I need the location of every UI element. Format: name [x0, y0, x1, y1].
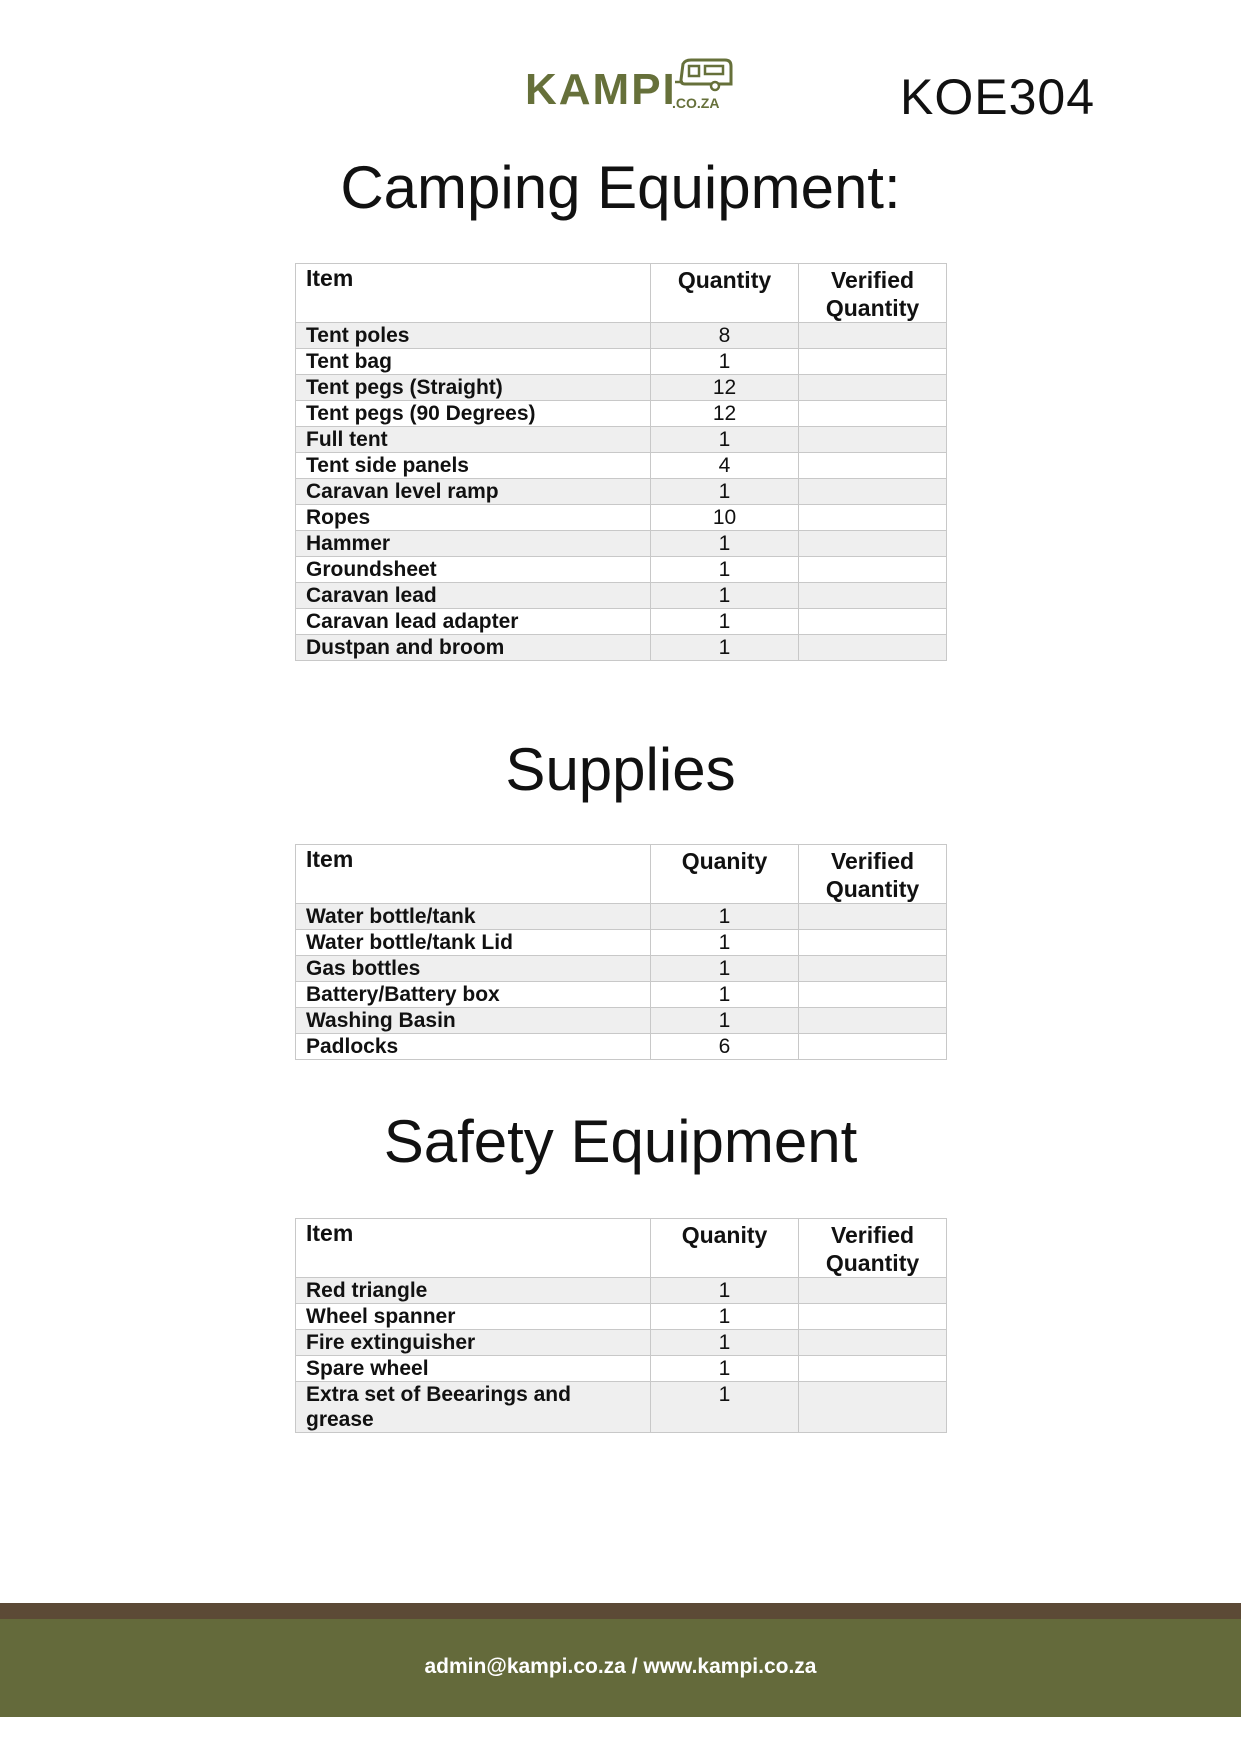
item-cell: Full tent [296, 427, 651, 453]
table-row [296, 531, 947, 557]
quantity-cell: 12 [651, 401, 799, 427]
section-title-supplies: Supplies [505, 736, 736, 803]
section-title-camping: Camping Equipment: [340, 154, 901, 221]
table-header-row [296, 264, 947, 323]
quantity-cell: 1 [651, 635, 799, 661]
table-row [296, 557, 947, 583]
quantity-cell: 1 [651, 557, 799, 583]
verified-quantity-cell [799, 1304, 947, 1330]
quantity-cell: 1 [651, 479, 799, 505]
supplies-table [295, 844, 947, 1060]
quantity-cell: 1 [651, 427, 799, 453]
item-cell: Tent side panels [296, 453, 651, 479]
verified-quantity-cell [799, 349, 947, 375]
item-cell: Tent bag [296, 349, 651, 375]
quantity-cell: 1 [651, 1382, 799, 1433]
table-row [296, 375, 947, 401]
verified-quantity-cell [799, 1382, 947, 1433]
table-row [296, 583, 947, 609]
item-cell: Padlocks [296, 1034, 651, 1060]
item-cell: Tent pegs (Straight) [296, 375, 651, 401]
quantity-cell: 1 [651, 904, 799, 930]
item-cell: Red triangle [296, 1278, 651, 1304]
column-header-verified-quantity: Verified Quantity [799, 264, 947, 323]
logo-domain: .CO.ZA [672, 95, 720, 111]
quantity-cell: 1 [651, 930, 799, 956]
verified-quantity-cell [799, 982, 947, 1008]
item-cell: Fire extinguisher [296, 1330, 651, 1356]
item-cell: Water bottle/tank [296, 904, 651, 930]
item-cell: Groundsheet [296, 557, 651, 583]
table-row [296, 904, 947, 930]
table-row [296, 956, 947, 982]
column-header-item: Item [296, 1219, 651, 1278]
item-cell: Washing Basin [296, 1008, 651, 1034]
verified-quantity-cell [799, 375, 947, 401]
quantity-cell: 1 [651, 956, 799, 982]
table-row [296, 323, 947, 349]
quantity-cell: 1 [651, 1008, 799, 1034]
item-cell: Caravan level ramp [296, 479, 651, 505]
verified-quantity-cell [799, 609, 947, 635]
item-cell: Battery/Battery box [296, 982, 651, 1008]
item-cell: Spare wheel [296, 1356, 651, 1382]
camping-equipment-table [295, 263, 947, 661]
table-row [296, 427, 947, 453]
quantity-cell: 8 [651, 323, 799, 349]
item-cell: Ropes [296, 505, 651, 531]
quantity-cell: 1 [651, 349, 799, 375]
verified-quantity-cell [799, 1330, 947, 1356]
kampi-logo [525, 58, 735, 114]
table-row [296, 930, 947, 956]
quantity-cell: 4 [651, 453, 799, 479]
verified-quantity-cell [799, 505, 947, 531]
quantity-cell: 1 [651, 982, 799, 1008]
safety-equipment-table [295, 1218, 947, 1433]
table-header-row [296, 845, 947, 904]
verified-quantity-cell [799, 1278, 947, 1304]
verified-quantity-cell [799, 583, 947, 609]
item-cell: Tent pegs (90 Degrees) [296, 401, 651, 427]
table-row [296, 635, 947, 661]
quantity-cell: 1 [651, 583, 799, 609]
item-cell: Caravan lead adapter [296, 609, 651, 635]
verified-quantity-cell [799, 1034, 947, 1060]
table-row [296, 453, 947, 479]
column-header-verified-quantity: Verified Quantity [799, 1219, 947, 1278]
table-row [296, 1382, 947, 1433]
table-header-row [296, 1219, 947, 1278]
caravan-icon [675, 58, 735, 96]
item-cell: Dustpan and broom [296, 635, 651, 661]
verified-quantity-cell [799, 635, 947, 661]
quantity-cell: 12 [651, 375, 799, 401]
item-cell: Caravan lead [296, 583, 651, 609]
verified-quantity-cell [799, 557, 947, 583]
verified-quantity-cell [799, 323, 947, 349]
column-header-item: Item [296, 845, 651, 904]
verified-quantity-cell [799, 1356, 947, 1382]
verified-quantity-cell [799, 531, 947, 557]
column-header-verified-quantity: Verified Quantity [799, 845, 947, 904]
item-cell: Tent poles [296, 323, 651, 349]
table-row [296, 609, 947, 635]
verified-quantity-cell [799, 453, 947, 479]
quantity-cell: 10 [651, 505, 799, 531]
column-header-quantity: Quantity [651, 264, 799, 323]
logo-wordmark: KAMPI [525, 65, 677, 114]
section-title-safety: Safety Equipment [383, 1108, 858, 1175]
table-row [296, 505, 947, 531]
table-row [296, 982, 947, 1008]
table-row [296, 1008, 947, 1034]
verified-quantity-cell [799, 1008, 947, 1034]
footer-accent-band [0, 1603, 1241, 1619]
table-row [296, 401, 947, 427]
table-row [296, 349, 947, 375]
column-header-quantity: Quanity [651, 845, 799, 904]
table-row [296, 479, 947, 505]
footer-contact: admin@kampi.co.za / www.kampi.co.za [424, 1655, 817, 1678]
document-code: KOE304 [900, 69, 1096, 125]
verified-quantity-cell [799, 401, 947, 427]
table-row [296, 1034, 947, 1060]
item-cell: Extra set of Beearings and grease [296, 1382, 651, 1433]
verified-quantity-cell [799, 956, 947, 982]
table-row [296, 1330, 947, 1356]
table-row [296, 1278, 947, 1304]
item-cell: Water bottle/tank Lid [296, 930, 651, 956]
quantity-cell: 1 [651, 1304, 799, 1330]
table-row [296, 1304, 947, 1330]
quantity-cell: 1 [651, 1330, 799, 1356]
quantity-cell: 1 [651, 1356, 799, 1382]
quantity-cell: 1 [651, 609, 799, 635]
quantity-cell: 1 [651, 531, 799, 557]
item-cell: Gas bottles [296, 956, 651, 982]
verified-quantity-cell [799, 479, 947, 505]
column-header-item: Item [296, 264, 651, 323]
verified-quantity-cell [799, 930, 947, 956]
verified-quantity-cell [799, 904, 947, 930]
item-cell: Wheel spanner [296, 1304, 651, 1330]
column-header-quantity: Quanity [651, 1219, 799, 1278]
item-cell: Hammer [296, 531, 651, 557]
quantity-cell: 6 [651, 1034, 799, 1060]
table-row [296, 1356, 947, 1382]
quantity-cell: 1 [651, 1278, 799, 1304]
verified-quantity-cell [799, 427, 947, 453]
